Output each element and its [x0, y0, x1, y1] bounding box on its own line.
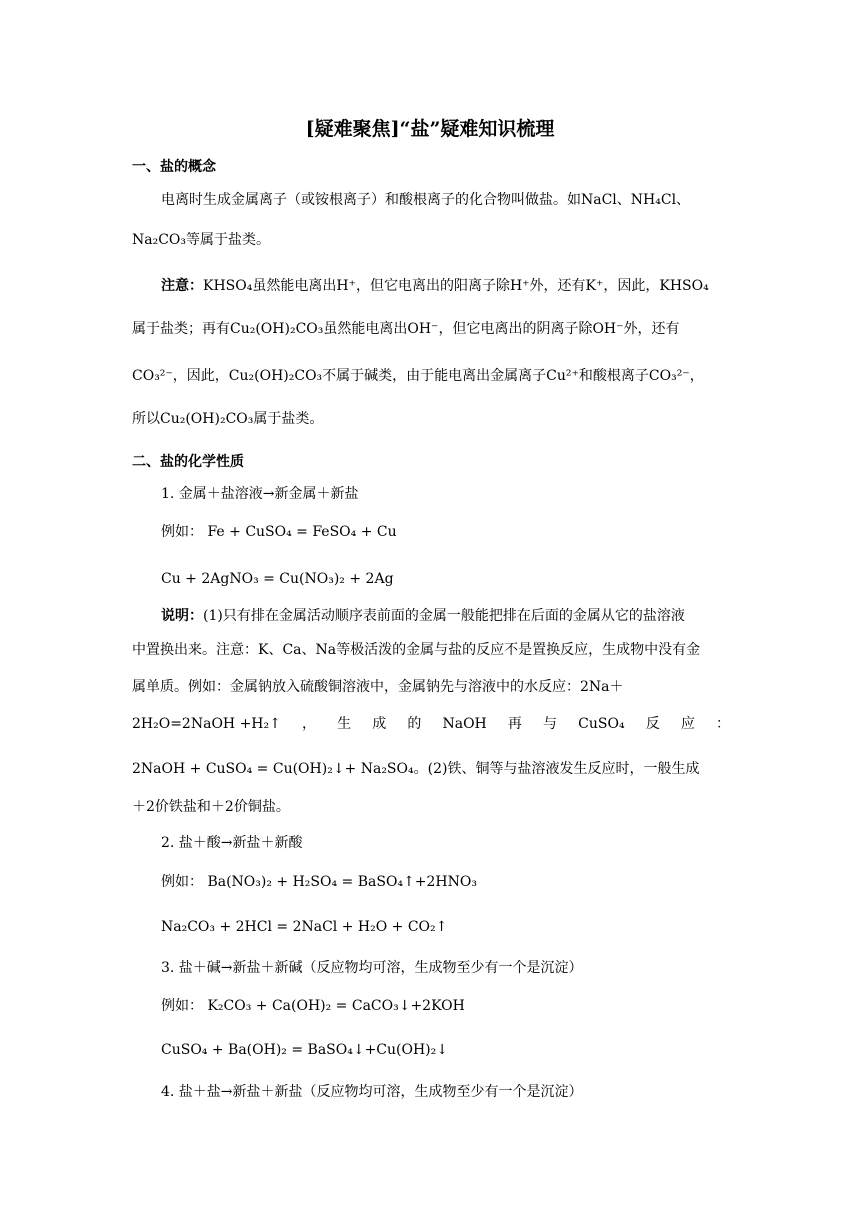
text-fragment: 应	[680, 716, 695, 732]
explanation-line: ＋2价铁盐和＋2价铜盐。	[132, 799, 290, 815]
text-fragment: 与	[543, 716, 558, 732]
note-line: 所以Cu₂(OH)₂CO₃属于盐类。	[132, 411, 324, 427]
text-fragment: NaOH	[442, 716, 487, 732]
text-fragment: 2H₂O=2NaOH +H₂↑	[132, 716, 281, 732]
rule-line: 2. 盐＋酸→新盐＋新酸	[161, 835, 303, 851]
text-fragment: 的	[407, 716, 422, 732]
equation-line: 例如： K₂CO₃ + Ca(OH)₂ = CaCO₃↓+2KOH	[161, 998, 465, 1014]
note-line: CO₃²⁻，因此，Cu₂(OH)₂CO₃不属于碱类，由于能电离出金属离子Cu²⁺和酸根离子CO₃²⁻，	[132, 368, 704, 384]
text-fragment: ：	[715, 716, 730, 732]
text-fragment: ，	[301, 716, 316, 732]
equation-line: Na₂CO₃ + 2HCl = 2NaCl + H₂O + CO₂↑	[161, 919, 448, 935]
explanation-label: 说明：	[161, 608, 203, 624]
rule-line: 1. 金属＋盐溶液→新金属＋新盐	[161, 486, 359, 502]
explanation-line	[161, 606, 685, 626]
text-fragment: CuSO₄	[578, 716, 625, 732]
note-line: 属于盐类；再有Cu₂(OH)₂CO₃虽然能电离出OH⁻，但它电离出的阴离子除OH⁻外，还有	[132, 321, 680, 337]
paragraph-line: 电离时生成金属离子（或铵根离子）和酸根离子的化合物叫做盐。如NaCl、NH₄Cl、	[161, 192, 691, 208]
rule-line: 3. 盐＋碱→新盐＋新碱（反应物均可溶，生成物至少有一个是沉淀）	[161, 960, 583, 976]
explanation-line-justified	[132, 714, 730, 734]
equation-line: CuSO₄ + Ba(OH)₂ = BaSO₄↓+Cu(OH)₂↓	[161, 1042, 448, 1058]
text-fragment: 成	[372, 716, 387, 732]
note-line	[161, 276, 709, 296]
rule-line: 4. 盐＋盐→新盐＋新盐（反应物均可溶，生成物至少有一个是沉淀）	[161, 1084, 583, 1100]
equation-line: 例如： Fe + CuSO₄ = FeSO₄ + Cu	[161, 524, 397, 540]
explanation-line: 2NaOH + CuSO₄ = Cu(OH)₂↓+ Na₂SO₄。(2)铁、铜等与盐溶液发生反应时，一般生成	[132, 761, 700, 777]
explanation-text: (1)只有排在金属活动顺序表前面的金属一般能把排在后面的金属从它的盐溶液	[203, 608, 685, 624]
explanation-line: 属单质。例如：金属钠放入硫酸铜溶液中，金属钠先与溶液中的水反应：2Na＋	[132, 679, 624, 695]
text-fragment: 再	[507, 716, 522, 732]
note-text: KHSO₄虽然能电离出H⁺，但它电离出的阳离子除H⁺外，还有K⁺，因此，KHSO₄	[203, 278, 709, 294]
section-heading-concept: 一、盐的概念	[132, 159, 216, 175]
section-heading-properties: 二、盐的化学性质	[132, 454, 244, 470]
equation-line: 例如： Ba(NO₃)₂ + H₂SO₄ = BaSO₄↑+2HNO₃	[161, 874, 477, 890]
equation-line: Cu + 2AgNO₃ = Cu(NO₃)₂ + 2Ag	[161, 571, 394, 587]
explanation-line: 中置换出来。注意：K、Ca、Na等极活泼的金属与盐的反应不是置换反应，生成物中没有金	[132, 642, 701, 658]
paragraph-line: Na₂CO₃等属于盐类。	[132, 232, 271, 248]
text-fragment: 生	[337, 716, 352, 732]
note-label: 注意：	[161, 278, 203, 294]
text-fragment: 反	[645, 716, 660, 732]
page-title: [疑难聚焦]“盐”疑难知识梳理	[305, 118, 555, 140]
